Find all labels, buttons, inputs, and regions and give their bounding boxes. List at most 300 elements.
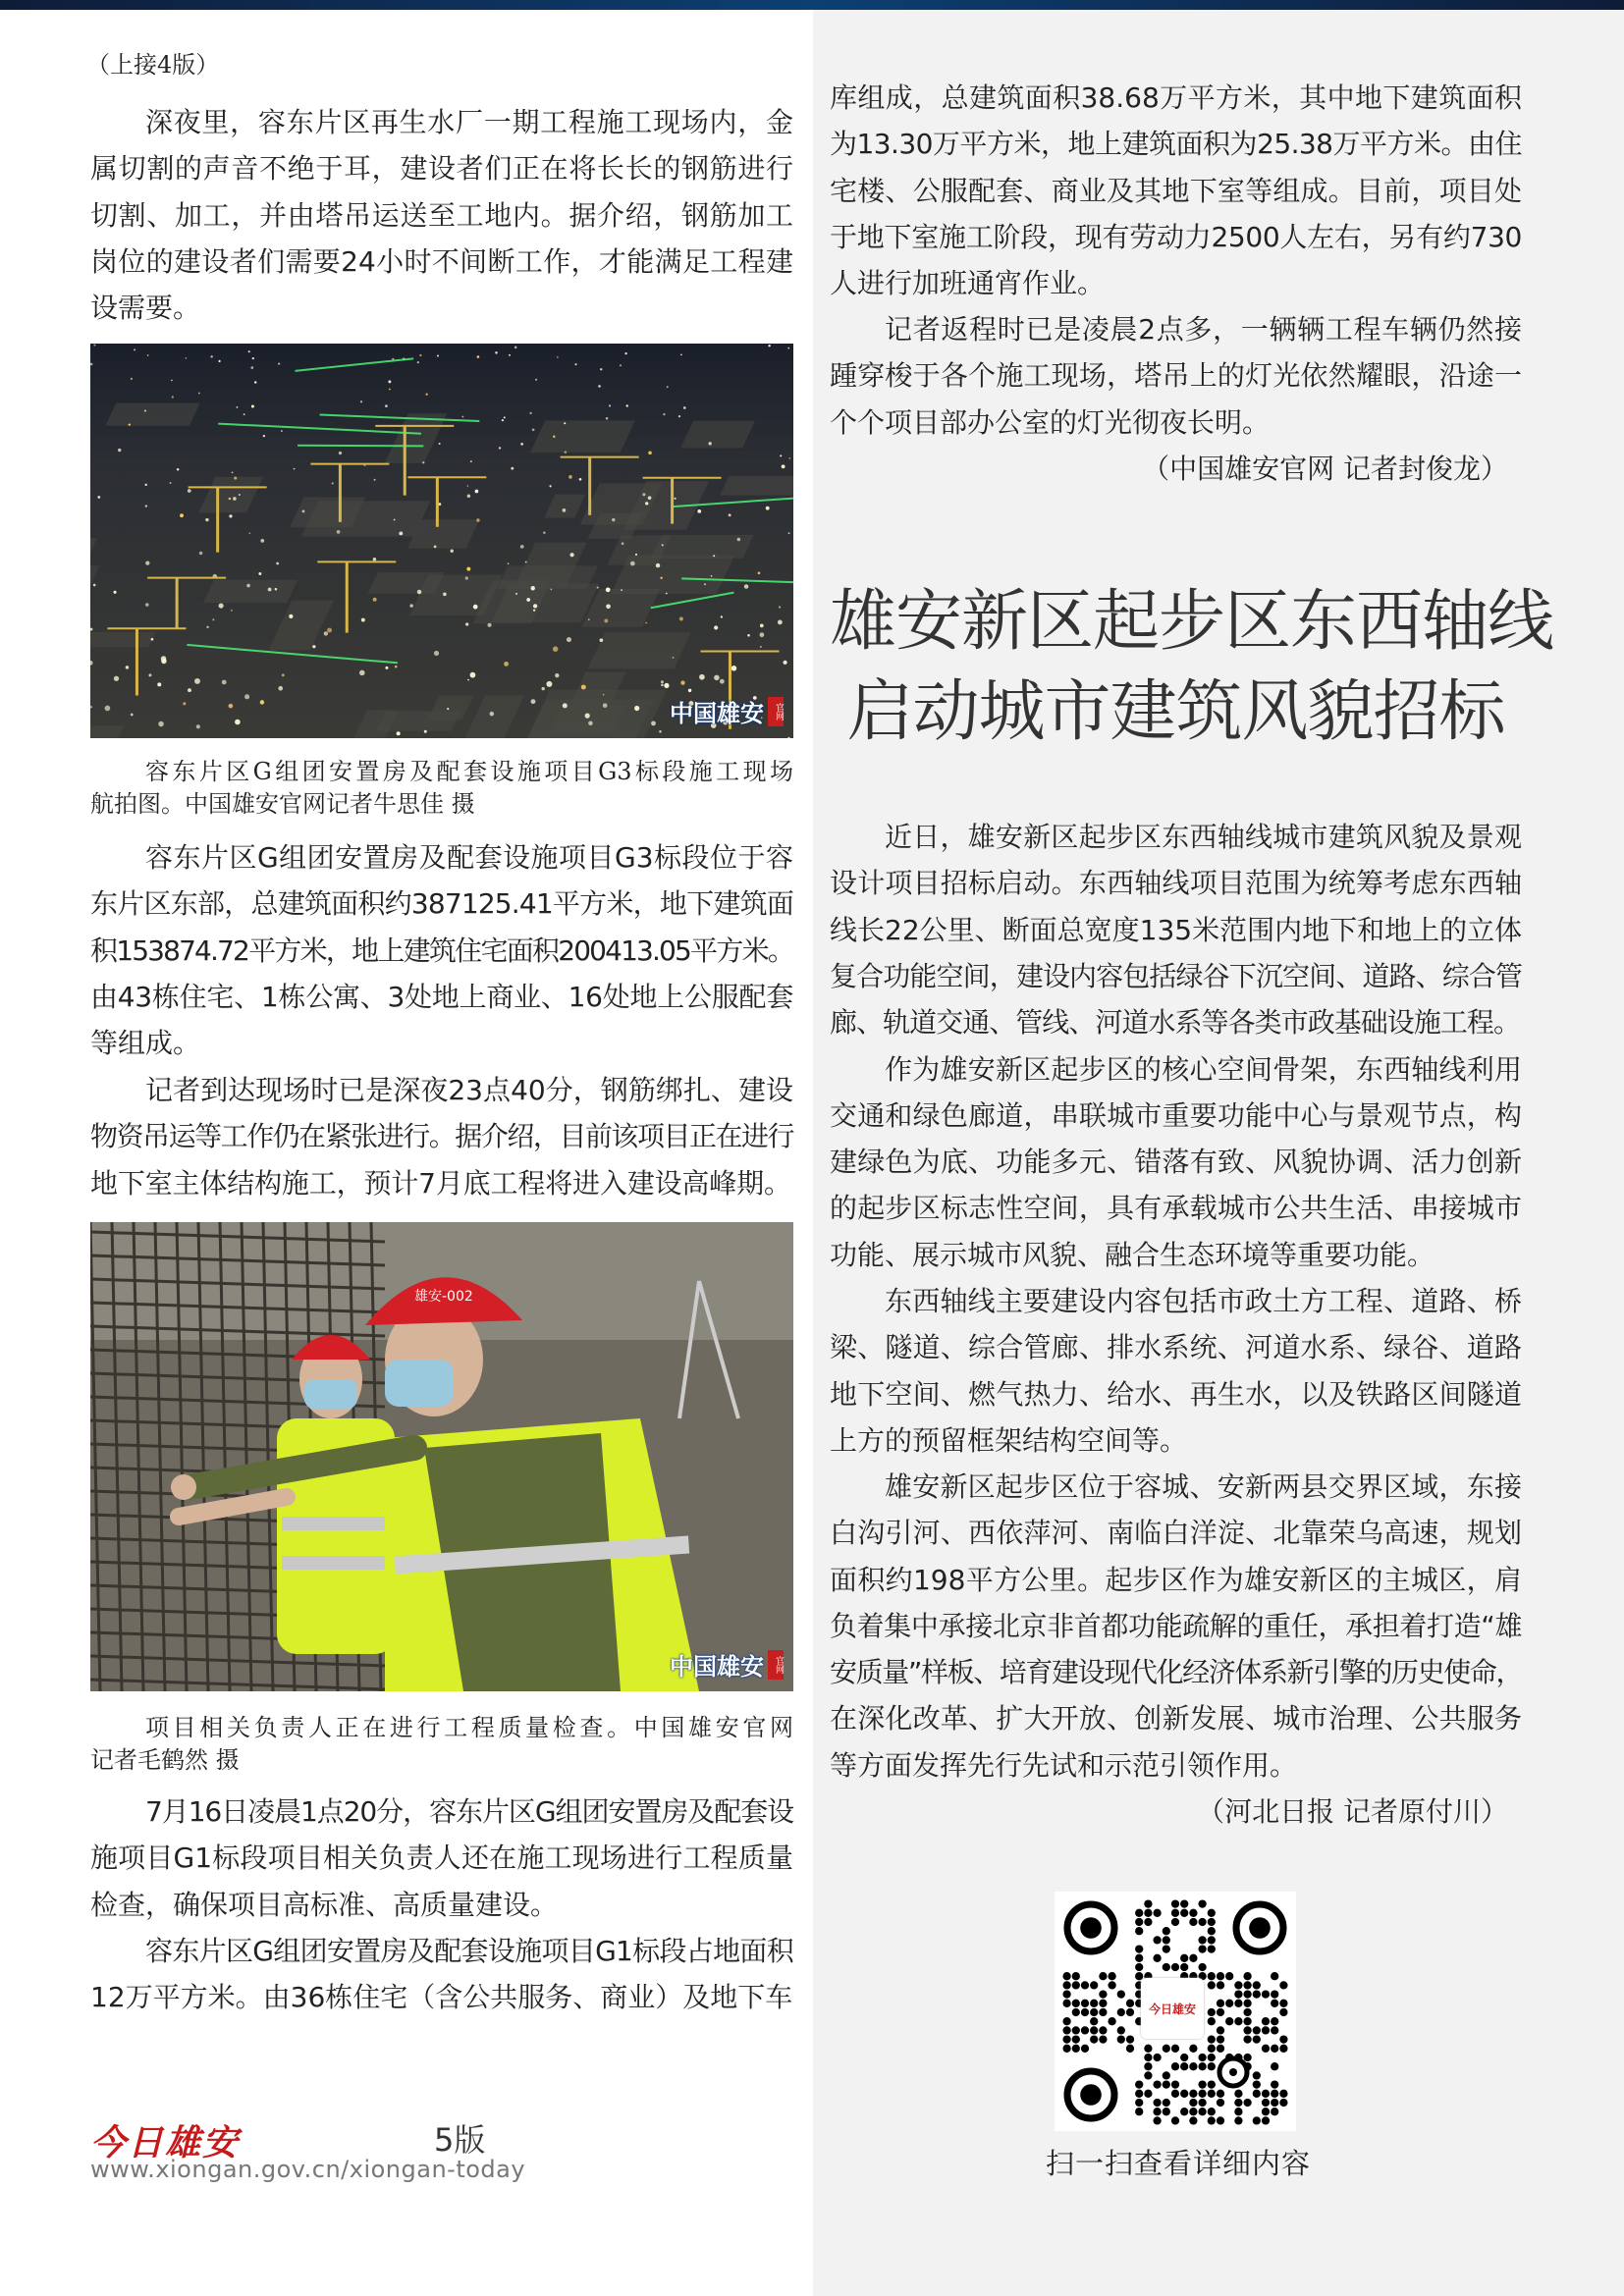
qr-module (1279, 2045, 1287, 2053)
site-light (678, 415, 680, 417)
qr-module (1126, 2008, 1134, 2016)
text-line: 作为雄安新区起步区的核心空间骨架，东西轴线利用 (885, 1052, 1522, 1086)
qr-module (1135, 1909, 1143, 1917)
text-line: 梁、隧道、综合管廊、排水系统、河道水系、绿谷、道路 (830, 1331, 1522, 1364)
site-light (473, 605, 478, 610)
qr-module (1171, 2090, 1179, 2098)
qr-module (1279, 2090, 1287, 2098)
site-light (714, 675, 720, 681)
site-light (131, 378, 133, 380)
site-light (434, 545, 437, 548)
qr-module (1135, 2099, 1143, 2107)
qr-module (1180, 1899, 1188, 1907)
site-light (337, 530, 341, 534)
qr-module (1126, 2000, 1134, 2007)
site-light (680, 680, 684, 684)
site-light (312, 645, 315, 648)
text-line: 地下空间、燃气热力、给水、再生水，以及铁路区间隧道 (830, 1377, 1522, 1411)
text-line: 12万平方米。由36栋住宅（含公共服务、商业）及地下车 (90, 1981, 793, 2014)
qr-module (1217, 2045, 1224, 2053)
site-light (229, 704, 234, 709)
site-light (731, 666, 737, 671)
qr-module (1117, 1990, 1125, 1998)
site-light (680, 354, 682, 356)
qr-module (1234, 2017, 1242, 2025)
qr-module (1090, 2026, 1098, 2034)
text-line: 由43栋住宅、1栋公寓、3处地上商业、16处地上公服配套 (90, 980, 793, 1013)
site-light (788, 532, 790, 534)
qr-module (1217, 2008, 1224, 2016)
qr-module (1262, 2026, 1270, 2034)
text-line: 个个项目部办公室的灯光彻夜长明。 (830, 405, 1271, 439)
site-light (606, 587, 611, 592)
site-block (90, 632, 156, 647)
site-light (219, 603, 224, 608)
right-para-4 (830, 1046, 1522, 1278)
qr-module (1144, 1909, 1152, 1917)
qr-module (1081, 1981, 1089, 1989)
site-light (289, 614, 293, 618)
text-line: 设计项目招标启动。东西轴线项目范围为统筹考虑东西轴 (830, 867, 1522, 900)
site-light (588, 618, 590, 620)
site-light (212, 618, 214, 620)
text-line: 库组成，总建筑面积38.68万平方米，其中地下建筑面积 (830, 81, 1522, 114)
qr-module (1171, 2116, 1179, 2124)
qr-module (1126, 2035, 1134, 2043)
qr-code[interactable] (1055, 1892, 1296, 2131)
site-light (206, 626, 208, 628)
qr-module (1253, 2071, 1261, 2079)
site-light (612, 518, 615, 521)
site-light (622, 542, 624, 545)
qr-module (1208, 1918, 1216, 1926)
site-light (180, 513, 184, 517)
qr-module (1243, 1990, 1251, 1998)
site-light (234, 476, 237, 479)
qr-module (1208, 2090, 1216, 2098)
qr-module (1062, 2035, 1070, 2043)
qr-module (1099, 1990, 1107, 1998)
site-light (359, 670, 365, 676)
site-light (246, 584, 250, 588)
qr-module (1117, 2008, 1125, 2016)
qr-module (1135, 2090, 1143, 2098)
site-light (609, 404, 611, 406)
qr-module (1099, 2035, 1107, 2043)
site-light (656, 563, 660, 567)
watermark-logo: 中国雄安 (670, 699, 764, 727)
text-line: 切割、加工，并由塔吊运送至工地内。据介绍，钢筋加工 (90, 198, 793, 232)
site-light (604, 618, 608, 622)
qr-module (1217, 2099, 1224, 2107)
text-line: 复合功能空间，建设内容包括绿谷下沉空间、道路、综合管 (830, 959, 1522, 992)
site-light (557, 356, 559, 358)
text-line: 地下室主体结构施工，预计7月底工程将进入建设高峰期。 (90, 1166, 791, 1200)
qr-module (1271, 1972, 1278, 1980)
site-light (760, 623, 764, 627)
site-light (714, 625, 718, 629)
qr-module (1271, 2080, 1278, 2088)
site-block (105, 403, 199, 426)
site-light (620, 364, 622, 366)
qr-module (1153, 2099, 1161, 2107)
left-para-2 (90, 834, 793, 1066)
text-line: 东西轴线主要建设内容包括市政土方工程、道路、桥 (885, 1285, 1522, 1317)
qr-module (1180, 2090, 1188, 2098)
site-block (720, 476, 793, 496)
qr-module (1271, 1990, 1278, 1998)
text-line: 功能、展示城市风貌、融合生态环境等重要功能。 (830, 1238, 1435, 1271)
qr-center-logo: 今日雄安 (1141, 1978, 1204, 2039)
site-light (144, 484, 146, 486)
site-light (621, 589, 623, 591)
qr-module (1271, 2099, 1278, 2107)
qr-module (1171, 1899, 1179, 1907)
qr-module (1279, 2035, 1287, 2043)
site-light (624, 352, 626, 354)
site-light (737, 538, 741, 542)
site-light (467, 679, 469, 681)
qr-module (1081, 2045, 1089, 2053)
site-light (465, 576, 468, 579)
qr-module (1243, 2054, 1251, 2061)
qr-module (1271, 2026, 1278, 2034)
site-light (585, 714, 590, 719)
site-light (744, 584, 748, 588)
site-light (487, 623, 491, 627)
site-light (467, 485, 469, 487)
site-light (145, 561, 149, 564)
site-block (680, 421, 755, 449)
qr-module (1198, 2090, 1206, 2098)
qr-module (1262, 2017, 1270, 2025)
site-light (780, 454, 782, 456)
qr-module (1081, 2026, 1089, 2034)
text-line: 宅楼、公服配套、商业及其地下室等组成。目前，项目处 (830, 174, 1522, 207)
site-light (490, 712, 495, 717)
qr-module (1171, 2062, 1179, 2070)
qr-module (1217, 2090, 1224, 2098)
site-light (535, 379, 537, 381)
qr-module (1072, 2035, 1080, 2043)
page-number: 5版 (434, 2121, 486, 2159)
site-light (546, 681, 552, 687)
site-light (196, 724, 200, 728)
qr-module (1208, 2045, 1216, 2053)
headline-line-1: 雄安新区起步区东西轴线 (830, 583, 1554, 661)
site-light (194, 678, 200, 684)
photo-quality-inspection (90, 1222, 793, 1691)
qr-module (1108, 1972, 1115, 1980)
site-light (188, 489, 191, 493)
site-light (598, 385, 601, 388)
qr-module (1208, 1945, 1216, 1952)
qr-module (1062, 1972, 1070, 1980)
site-light (514, 347, 517, 349)
qr-module (1171, 2080, 1179, 2088)
qr-module (1253, 1990, 1261, 1998)
qr-module (1189, 2090, 1197, 2098)
site-light (531, 699, 536, 704)
site-light (533, 604, 537, 608)
helmet-text: 雄安-002 (414, 1289, 473, 1305)
qr-module (1198, 1899, 1206, 1907)
qr-module (1062, 2017, 1070, 2025)
site-light (151, 638, 154, 641)
qr-module (1108, 1981, 1115, 1989)
site-light (424, 730, 427, 733)
site-light (555, 673, 559, 677)
qr-module (1198, 2054, 1206, 2061)
qr-module (1144, 2090, 1152, 2098)
site-light (439, 443, 441, 445)
photo-aerial-night-construction (90, 344, 793, 738)
site-block (525, 690, 667, 738)
site-light (664, 683, 669, 688)
site-light (550, 589, 552, 591)
site-light (588, 721, 593, 725)
site-light (388, 380, 391, 383)
qr-module (1099, 2008, 1107, 2016)
site-light (417, 590, 421, 594)
site-light (625, 404, 627, 406)
qr-module (1144, 2062, 1152, 2070)
qr-module (1243, 2026, 1251, 2034)
qr-module (1135, 2080, 1143, 2088)
site-light (374, 479, 376, 481)
face-mask (304, 1379, 357, 1409)
site-light (697, 509, 701, 513)
qr-module (1253, 2090, 1261, 2098)
qr-module (1180, 1909, 1188, 1917)
site-light (648, 496, 652, 500)
text-line: 设需要。 (90, 292, 201, 325)
text-line: 东片区东部，总建筑面积约387125.41平方米，地下建筑面 (90, 887, 793, 921)
photo-caption-1 (90, 756, 793, 821)
site-light (276, 562, 279, 565)
qr-module (1189, 1918, 1197, 1926)
site-light (661, 684, 664, 687)
qr-module (1243, 1981, 1251, 1989)
photo-caption-2 (90, 1712, 793, 1777)
watermark-logo: 中国雄安 (670, 1652, 764, 1681)
site-light (229, 514, 232, 517)
site-light (248, 350, 250, 352)
site-light (530, 586, 534, 590)
qr-module (1099, 2000, 1107, 2007)
site-light (541, 687, 544, 690)
site-light (603, 694, 605, 696)
site-light (553, 646, 559, 652)
site-light (509, 354, 511, 356)
site-light (278, 686, 283, 691)
site-light (553, 436, 555, 438)
text-line: 属切割的声音不绝于耳，建设者们正在将长长的钢筋进行 (90, 152, 793, 186)
site-light (720, 679, 725, 684)
site-light (721, 615, 723, 617)
site-light (476, 518, 479, 521)
qr-module (1099, 1972, 1107, 1980)
site-light (239, 494, 241, 496)
site-light (186, 357, 188, 359)
site-light (235, 720, 241, 725)
site-light (93, 345, 95, 347)
watermark-seal: 官网 (768, 1650, 784, 1680)
site-light (634, 706, 639, 711)
site-light (172, 396, 174, 398)
qr-module (1253, 2080, 1261, 2088)
site-light (385, 667, 388, 669)
site-light (237, 406, 239, 408)
text-line: 白沟引河、西依萍河、南临白洋淀、北靠荣乌高速，规划 (830, 1517, 1522, 1550)
text-line: 交通和绿色廊道，串联城市重要功能中心与景观节点，构 (830, 1098, 1522, 1132)
qr-module (1081, 2008, 1089, 2016)
qr-module (1189, 1909, 1197, 1917)
byline-1: （中国雄安官网 记者封俊龙） (1142, 453, 1508, 485)
qr-module (1135, 2108, 1143, 2115)
qr-module (1117, 2026, 1125, 2034)
qr-module (1271, 2108, 1278, 2115)
text-line: 踵穿梭于各个施工现场，塔吊上的灯光依然耀眼，沿途一 (830, 359, 1522, 393)
qr-module (1072, 1972, 1080, 1980)
watermark-seal: 官网 (768, 697, 784, 726)
qr-module (1243, 2000, 1251, 2007)
qr-module (1225, 2000, 1233, 2007)
qr-module (1208, 1936, 1216, 1944)
site-light (232, 472, 234, 474)
qr-module (1072, 2026, 1080, 2034)
text-line: 记者毛鹤然 摄 (90, 1746, 240, 1774)
qr-module (1253, 2116, 1261, 2124)
qr-module (1208, 1909, 1216, 1917)
site-light (760, 646, 762, 648)
qr-module (1126, 2045, 1134, 2053)
site-light (145, 603, 149, 607)
headline-line-2: 启动城市建筑风貌招标 (846, 673, 1505, 751)
qr-module (1208, 2062, 1216, 2070)
site-light (630, 561, 635, 566)
site-light (758, 571, 761, 574)
site-light (252, 357, 254, 359)
text-line: 7月16日凌晨1点20分，容东片区G组团安置房及配套设 (145, 1795, 793, 1828)
site-light (97, 496, 100, 499)
site-light (520, 545, 524, 549)
site-light (244, 413, 245, 415)
site-light (443, 593, 447, 597)
site-light (229, 498, 232, 501)
qr-module (1153, 2116, 1161, 2124)
site-light (525, 561, 527, 563)
workers-inspection-image (90, 1222, 793, 1691)
site-url[interactable]: www.xiongan.gov.cn/xiongan-today (90, 2156, 526, 2183)
qr-module (1189, 2108, 1197, 2115)
qr-module (1279, 2008, 1287, 2016)
qr-module (1163, 1945, 1170, 1952)
site-light (667, 386, 669, 388)
qr-module (1135, 1918, 1143, 1926)
right-para-3 (830, 814, 1522, 1045)
qr-module (1225, 2017, 1233, 2025)
qr-module (1279, 2000, 1287, 2007)
text-line: 上方的预留框架结构空间等。 (830, 1423, 1188, 1457)
qr-module (1090, 2000, 1098, 2007)
qr-module (1234, 1990, 1242, 1998)
text-line: 记者到达现场时已是深夜23点40分，钢筋绑扎、建设 (145, 1074, 793, 1106)
site-block (203, 580, 298, 603)
site-light (250, 366, 253, 369)
qr-module (1243, 1972, 1251, 1980)
qr-module (1135, 1954, 1143, 1962)
site-light (395, 666, 398, 668)
site-light (688, 689, 691, 692)
site-light (563, 508, 567, 512)
text-line: 廊、轨道交通、管线、河道水系等各类市政基础设施工程。 (830, 1006, 1521, 1040)
qr-module (1262, 2090, 1270, 2098)
site-light (373, 558, 376, 561)
qr-module (1072, 2045, 1080, 2053)
qr-module (1262, 2116, 1270, 2124)
text-line: 记者返程时已是凌晨2点多，一辆辆工程车辆仍然接 (885, 313, 1522, 346)
qr-module (1198, 2062, 1206, 2070)
site-light (254, 381, 256, 383)
qr-module (1208, 2008, 1216, 2016)
site-light (282, 673, 285, 676)
text-line: 人进行加班通宵作业。 (830, 267, 1106, 300)
qr-module (1217, 1972, 1224, 1980)
qr-module (1243, 2035, 1251, 2043)
site-light (260, 700, 264, 704)
qr-module (1262, 2108, 1270, 2115)
qr-module (1225, 1972, 1233, 1980)
qr-module (1153, 2054, 1161, 2061)
site-light (198, 393, 200, 395)
text-line: 岗位的建设者们需要24小时不间断工作，才能满足工程建 (90, 244, 793, 278)
site-light (477, 355, 480, 358)
qr-module (1217, 2000, 1224, 2007)
site-light (389, 389, 391, 391)
site-light (260, 539, 264, 543)
site-light (529, 412, 531, 414)
site-light (114, 591, 117, 594)
site-light (434, 651, 439, 656)
qr-module (1198, 2108, 1206, 2115)
site-light (447, 708, 449, 710)
site-light (563, 703, 568, 708)
qr-module (1262, 1990, 1270, 1998)
qr-module (1253, 1981, 1261, 1989)
site-light (114, 676, 119, 681)
worker-hand (171, 1474, 196, 1500)
site-light (131, 714, 134, 717)
qr-module (1198, 1936, 1206, 1944)
qr-module (1062, 1990, 1070, 1998)
site-light (93, 584, 96, 587)
site-light (161, 659, 166, 664)
qr-module (1234, 2090, 1242, 2098)
site-light (158, 721, 163, 726)
site-light (210, 355, 212, 357)
qr-module (1208, 1972, 1216, 1980)
site-light (144, 410, 146, 412)
byline-2: （河北日报 记者原付川） (1197, 1795, 1508, 1828)
qr-module (1234, 2000, 1242, 2007)
site-light (708, 442, 711, 445)
site-light (199, 552, 202, 555)
qr-module (1171, 2045, 1179, 2053)
site-light (147, 354, 149, 356)
qr-module (1108, 2017, 1115, 2025)
site-block (530, 420, 635, 453)
